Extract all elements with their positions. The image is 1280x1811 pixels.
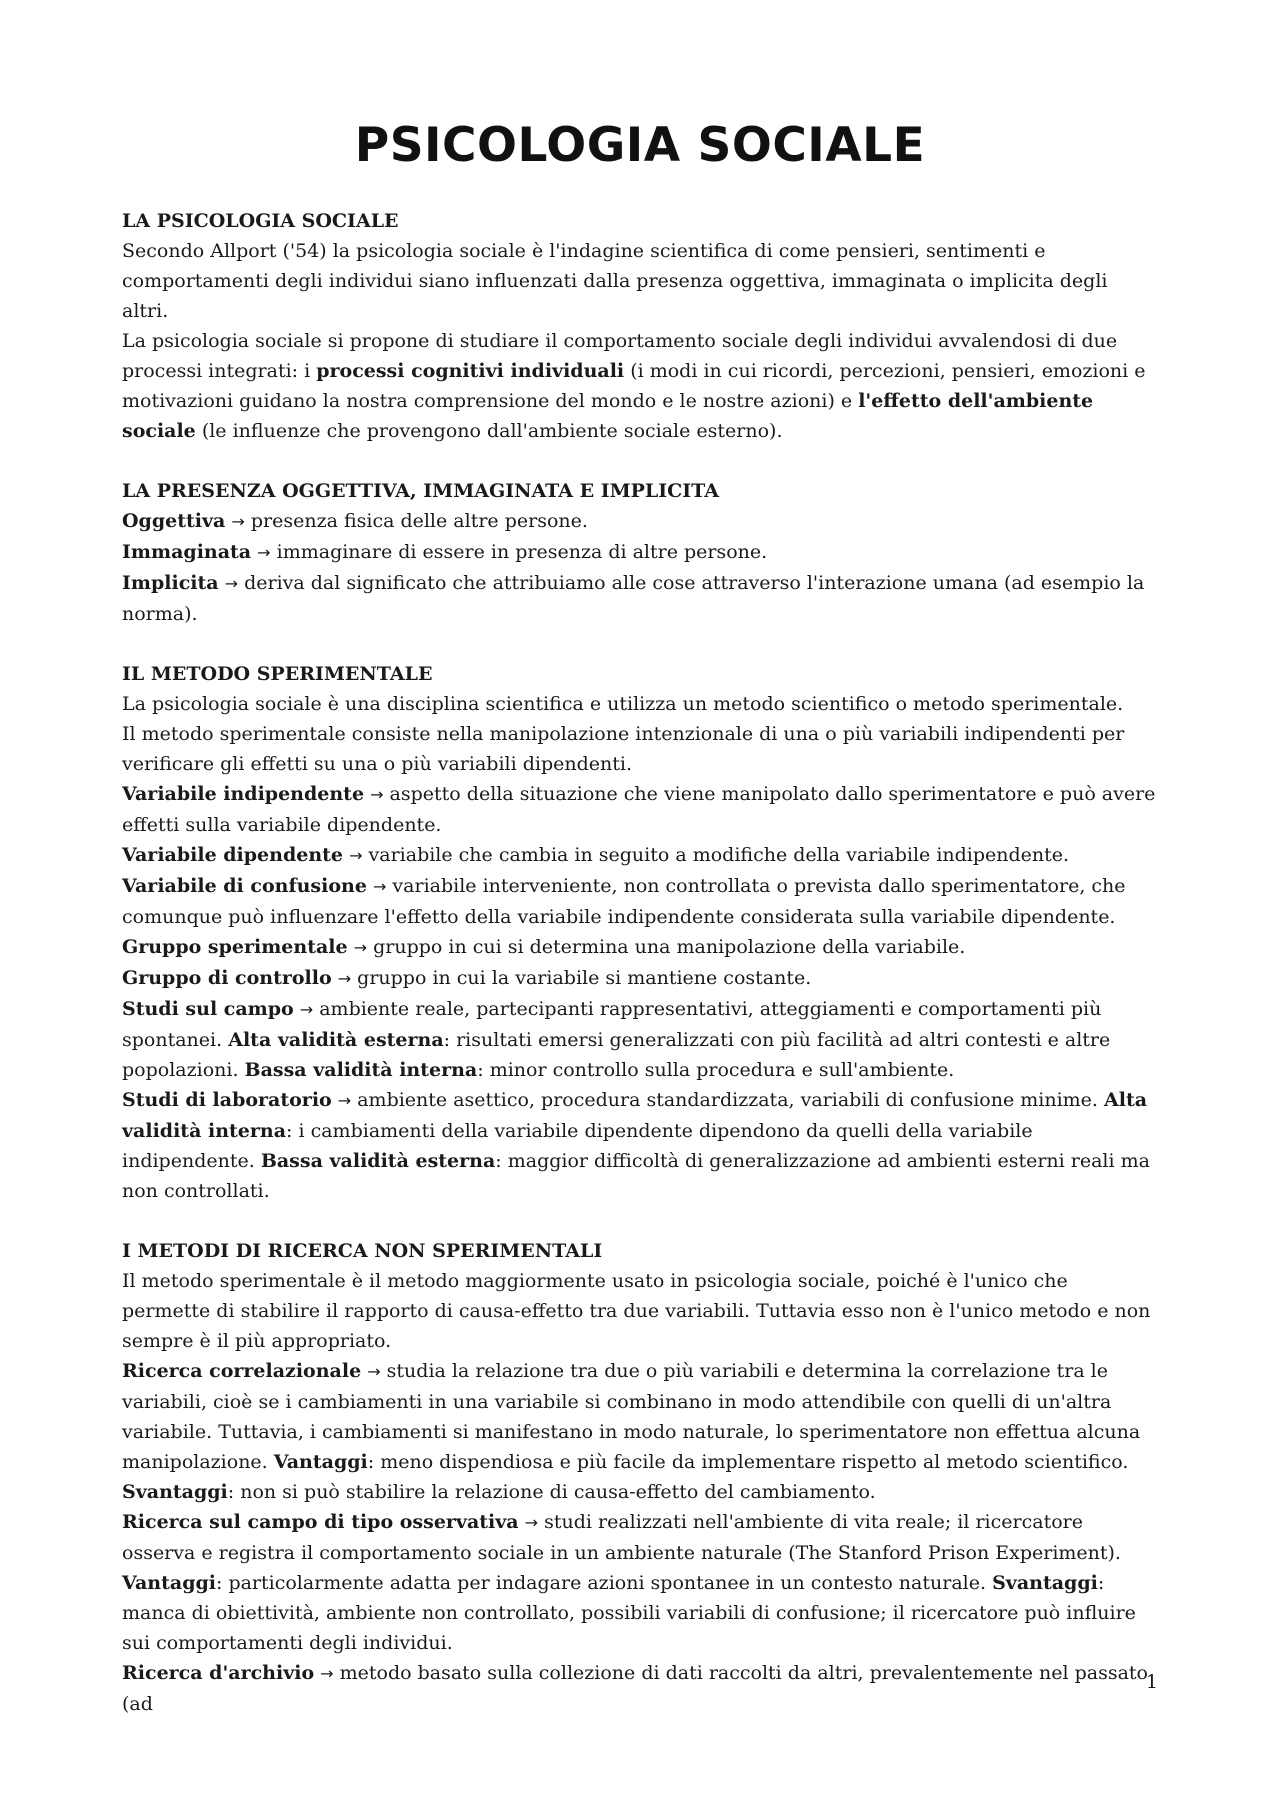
paragraph bbox=[122, 719, 1158, 779]
bold-term: Svantaggi bbox=[992, 1572, 1098, 1595]
text-run: : risultati emersi generalizzati con più facilità ad altri contesti e altre popolazioni. bbox=[122, 1029, 1111, 1082]
text-run: Il metodo sperimentale consiste nella manipolazione intenzionale di una o più variabili indipendenti per verificare gli effetti su una o più variabili dipendenti. bbox=[122, 723, 1125, 776]
text-run: : maggior difficoltà di generalizzazione ad ambienti esterni reali ma non controllati. bbox=[122, 1150, 1150, 1203]
arrow-icon: → bbox=[372, 877, 387, 897]
bold-term: Vantaggi bbox=[273, 1451, 368, 1474]
text-run: presenza fisica delle altre persone. bbox=[250, 510, 588, 533]
arrow-icon: → bbox=[349, 846, 363, 866]
bold-term: Alta validità interna bbox=[122, 1089, 1148, 1143]
text-run: : i cambiamenti della variabile dipendente dipendono da quelli della variabile indipendente. bbox=[122, 1120, 1033, 1173]
page-number: 1 bbox=[1145, 1671, 1158, 1693]
paragraph bbox=[122, 840, 1158, 871]
arrow-icon: → bbox=[337, 969, 352, 989]
bold-term: processi cognitivi individuali bbox=[316, 360, 625, 383]
arrow-icon: → bbox=[299, 1000, 314, 1020]
bold-term: Vantaggi bbox=[122, 1572, 216, 1595]
text-run: variabile che cambia in seguito a modifiche della variabile indipendente. bbox=[368, 844, 1070, 867]
text-run: : non si può stabilire la relazione di causa-effetto del cambiamento. bbox=[227, 1481, 876, 1504]
section-heading: I METODI DI RICERCA NON SPERIMENTALI bbox=[122, 1240, 603, 1263]
bold-term: Gruppo sperimentale bbox=[122, 936, 348, 959]
paragraph bbox=[122, 871, 1158, 932]
text-run: studia la relazione tra due o più variabili e determina la correlazione tra le variabili, cioè se i cambiamenti in una variabile si combinano in modo attendibile con quelli di un'altra variabile. Tuttavia, i cambiamenti si manifestano in modo naturale, lo sperimentatore non effettua alcuna manipolazione. bbox=[122, 1360, 1141, 1474]
document-body bbox=[122, 206, 1158, 1719]
text-run: (i modi in cui ricordi, percezioni, pensieri, emozioni e motivazioni guidano la nostra comprensione del mondo e le nostre azioni) e bbox=[122, 360, 1146, 413]
bold-term: Gruppo di controllo bbox=[122, 967, 332, 990]
text-run: : meno dispendiosa e più facile da implementare rispetto al metodo scientifico. bbox=[367, 1451, 1129, 1474]
bold-term: Variabile dipendente bbox=[122, 844, 344, 867]
bold-term: Implicita bbox=[122, 572, 219, 595]
arrow-icon: → bbox=[257, 543, 271, 563]
text-run: immaginare di essere in presenza di altre persone. bbox=[276, 541, 768, 564]
bold-term: l'effetto dell'ambiente sociale bbox=[122, 390, 1094, 443]
text-run: : manca di obiettività, ambiente non controllato, possibili variabili di confusione; il ricercatore può influire sui comportamenti degli individui. bbox=[122, 1572, 1136, 1655]
text-run: Secondo Allport ('54) la psicologia sociale è l'indagine scientifica di come pensieri, sentimenti e comportamenti degli individui siano influenzati dalla presenza oggettiva, immaginata o implicita degli altri. bbox=[122, 240, 1108, 323]
text-run: gruppo in cui la variabile si mantiene costante. bbox=[357, 967, 812, 990]
section-heading: IL METODO SPERIMENTALE bbox=[122, 663, 433, 686]
paragraph bbox=[122, 506, 1158, 537]
arrow-icon: → bbox=[337, 1091, 352, 1111]
text-run: gruppo in cui si determina una manipolazione della variabile. bbox=[373, 936, 966, 959]
text-run: La psicologia sociale è una disciplina scientifica e utilizza un metodo scientifico o metodo sperimentale. bbox=[122, 693, 1124, 716]
text-run: : minor controllo sulla procedura e sull'ambiente. bbox=[477, 1059, 955, 1082]
bold-term: Bassa validità esterna bbox=[260, 1150, 496, 1173]
bold-term: Ricerca sul campo di tipo osservativa bbox=[122, 1511, 519, 1534]
paragraph bbox=[122, 994, 1158, 1085]
arrow-icon: → bbox=[320, 1664, 334, 1684]
bold-term: Variabile indipendente bbox=[122, 783, 365, 806]
bold-term: Svantaggi bbox=[122, 1481, 228, 1504]
document-title: PSICOLOGIA SOCIALE bbox=[354, 118, 926, 173]
paragraph bbox=[122, 963, 1158, 994]
bold-term: Ricerca correlazionale bbox=[122, 1360, 362, 1383]
paragraph bbox=[122, 1266, 1158, 1356]
paragraph bbox=[122, 1507, 1158, 1658]
text-run: : particolarmente adatta per indagare azioni spontanee in un contesto naturale. bbox=[216, 1572, 993, 1595]
text-run: La psicologia sociale si propone di studiare il comportamento sociale degli individui avvalendosi di due processi integrati: i bbox=[122, 330, 1118, 383]
section bbox=[122, 206, 1158, 446]
paragraph bbox=[122, 568, 1158, 629]
bold-term: Bassa validità interna bbox=[244, 1059, 478, 1082]
section bbox=[122, 476, 1158, 629]
text-run: ambiente asettico, procedura standardizzata, variabili di confusione minime. bbox=[357, 1089, 1104, 1112]
text-run: metodo basato sulla collezione di dati raccolti da altri, prevalentemente nel passato (ad bbox=[122, 1662, 1148, 1716]
arrow-icon: → bbox=[367, 1362, 381, 1382]
section-heading: LA PSICOLOGIA SOCIALE bbox=[122, 210, 399, 233]
section-heading: LA PRESENZA OGGETTIVA, IMMAGINATA E IMPLICITA bbox=[122, 480, 720, 503]
text-run: aspetto della situazione che viene manipolato dallo sperimentatore e può avere effetti sulla variabile dipendente. bbox=[122, 783, 1156, 837]
section bbox=[122, 1236, 1158, 1719]
bold-term: Immaginata bbox=[122, 541, 252, 564]
arrow-icon: → bbox=[370, 785, 384, 805]
bold-term: Oggettiva bbox=[122, 510, 226, 533]
paragraph bbox=[122, 1658, 1158, 1719]
paragraph bbox=[122, 326, 1158, 446]
text-run: variabile interveniente, non controllata o prevista dallo sperimentatore, che comunque può influenzare l'effetto della variabile indipendente considerata sulla variabile dipendente. bbox=[122, 875, 1126, 929]
arrow-icon: → bbox=[353, 938, 368, 958]
bold-term: Variabile di confusione bbox=[122, 875, 367, 898]
paragraph bbox=[122, 1356, 1158, 1507]
paragraph bbox=[122, 689, 1158, 719]
text-run: (le influenze che provengono dall'ambiente sociale esterno). bbox=[195, 420, 783, 443]
paragraph bbox=[122, 236, 1158, 326]
bold-term: Alta validità esterna bbox=[228, 1029, 444, 1052]
arrow-icon: → bbox=[224, 574, 239, 594]
text-run: Il metodo sperimentale è il metodo maggiormente usato in psicologia sociale, poiché è l'unico che permette di stabilire il rapporto di causa-effetto tra due variabili. Tuttavia esso non è l'unico metodo e non sempre è il più appropriato. bbox=[122, 1270, 1151, 1353]
text-run: deriva dal significato che attribuiamo alle cose attraverso l'interazione umana (ad esempio la norma). bbox=[122, 572, 1145, 626]
arrow-icon: → bbox=[231, 512, 245, 532]
paragraph bbox=[122, 1085, 1158, 1206]
paragraph bbox=[122, 932, 1158, 963]
text-run: studi realizzati nell'ambiente di vita reale; il ricercatore osserva e registra il comportamento sociale in un ambiente naturale (The Stanford Prison Experiment). bbox=[122, 1511, 1121, 1565]
bold-term: Studi sul campo bbox=[122, 998, 294, 1021]
text-run: ambiente reale, partecipanti rappresentativi, atteggiamenti e comportamenti più spontanei. bbox=[122, 998, 1102, 1052]
bold-term: Studi di laboratorio bbox=[122, 1089, 332, 1112]
section bbox=[122, 659, 1158, 1206]
bold-term: Ricerca d'archivio bbox=[122, 1662, 315, 1685]
paragraph bbox=[122, 537, 1158, 568]
paragraph bbox=[122, 779, 1158, 840]
arrow-icon: → bbox=[524, 1513, 539, 1533]
